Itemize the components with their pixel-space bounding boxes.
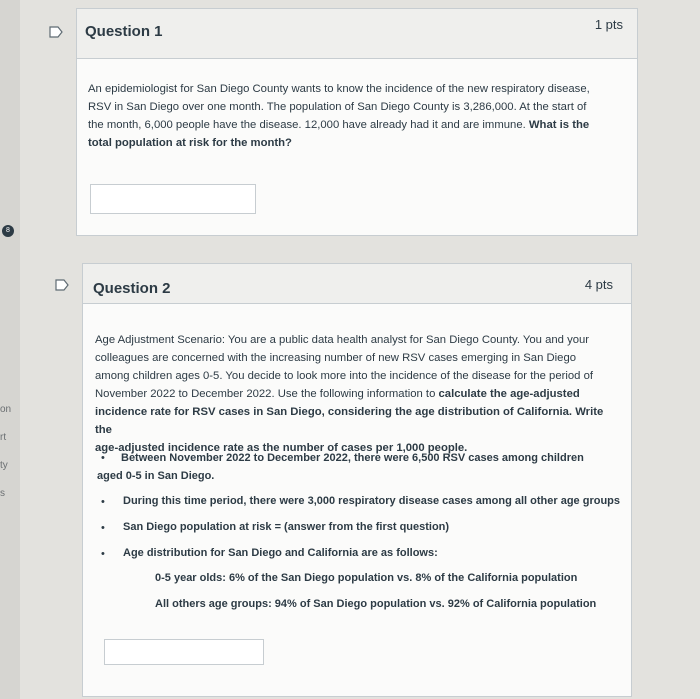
sub-line-1: 0-5 year olds: 6% of the San Diego population vs. 8% of the California population [155,572,578,584]
sidebar-fragment-3: ty [0,460,8,471]
sidebar-fragment-2: rt [0,432,7,443]
bullet-1-line-1: Between November 2022 to December 2022, there were 6,500 RSV cases among children [121,452,584,464]
question-2-line-4: November 2022 to December 2022. Use the following information to [95,388,436,400]
bullet-dot-4: • [101,548,105,560]
question-2-line-2: colleagues are concerned with the increasing number of new RSV cases emerging in San Diego [95,352,577,364]
question-2-line-6: age-adjusted incidence rate as the number of cases per 1,000 people. [95,442,468,454]
question-1-line-3-bold: What is the [528,119,590,131]
question-1-line-4-wrap [88,134,628,152]
question-1-points: 1 pts [594,17,623,32]
question-1-title: Question 1 [85,23,163,40]
question-2-title: Question 2 [93,280,171,297]
bullet-dot-2: • [101,496,105,508]
question-2-line-3: among children ages 0-5. You decide to look more into the incidence of the disease for the period of [95,370,594,382]
question-2-points: 4 pts [584,277,613,292]
sidebar-fragment-4: s [0,488,5,499]
bullet-dot-3: • [101,522,105,534]
question-2-line-1: Age Adjustment Scenario: You are a public data health analyst for San Diego County. You and your [95,334,590,346]
question-nav-badge[interactable]: 8 [2,225,14,237]
flag-question-icon-2[interactable] [55,279,69,291]
question-1-line-3: the month, 6,000 people have the disease. 12,000 have already had it and are immune. [88,119,526,131]
question-1-line-2: RSV in San Diego over one month. The population of San Diego County is 3,286,000. At the start of [88,101,587,113]
question-1-line-4-bold: total population at risk for the month? [88,137,292,149]
left-sidebar-strip [0,0,20,699]
bullet-3: San Diego population at risk = (answer from the first question) [123,521,450,533]
question-2-card [82,263,632,697]
sidebar-fragment-1: on [0,404,12,415]
question-2-line-4-wrap [95,385,623,403]
bullet-4: Age distribution for San Diego and California are as follows: [123,547,438,559]
bullet-dot-1: • [101,452,105,464]
flag-question-icon[interactable] [49,26,63,38]
question-2-line-5: incidence rate for RSV cases in San Diego, considering the age distribution of California. Write the [95,406,604,436]
bullet-1-line-2: aged 0-5 in San Diego. [97,470,215,482]
sub-line-2: All others age groups: 94% of San Diego population vs. 92% of California population [155,598,597,610]
question-1-text [88,80,628,152]
question-2-answer-input[interactable] [104,639,264,665]
question-1-line-3-wrap [88,116,628,134]
question-1-card [76,8,638,236]
bullet-2: During this time period, there were 3,000 respiratory disease cases among all other age groups [123,495,621,507]
question-2-line-4-bold: calculate the age-adjusted [438,388,580,400]
question-1-answer-input[interactable] [90,184,256,214]
question-2-text [95,331,623,457]
question-1-line-1: An epidemiologist for San Diego County wants to know the incidence of the new respiratory disease, [88,83,590,95]
